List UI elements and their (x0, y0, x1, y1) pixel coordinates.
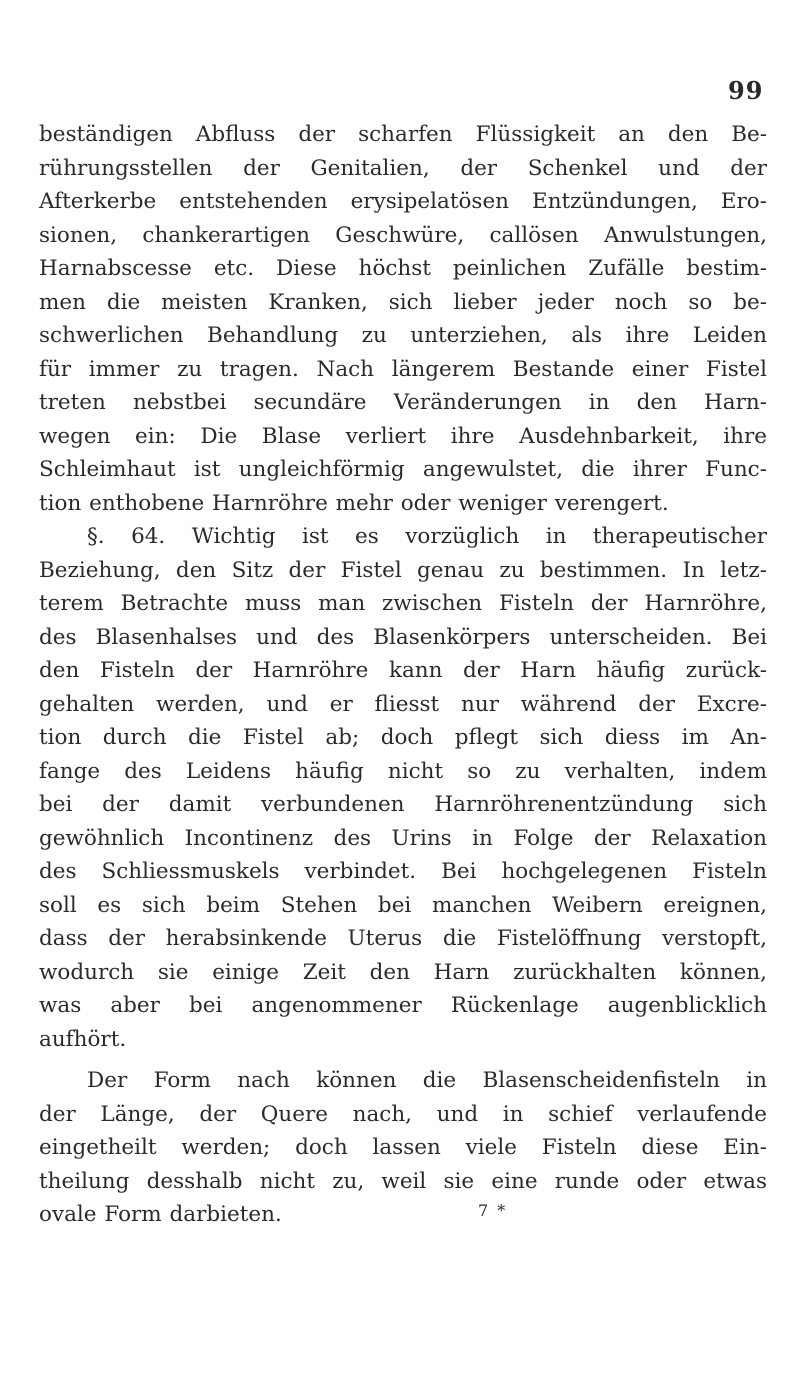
text-line: tion durch die Fistel ab; doch pflegt sich diess im An- (39, 725, 767, 750)
text-line: was aber bei angenommener Rückenlage augenblicklich (39, 993, 767, 1018)
text-line: Afterkerbe entstehenden erysipelatösen Entzündungen, Ero- (39, 189, 767, 214)
text-line: men die meisten Kranken, sich lieber jeder noch so be- (39, 289, 767, 315)
text-line: rührungsstellen der Genitalien, der Schenkel und der (39, 155, 767, 181)
text-line: wegen ein: Die Blase verliert ihre Ausdehnbarkeit, ihre (39, 423, 767, 449)
text-line: wodurch sie einige Zeit den Harn zurückhalten können, (39, 959, 767, 985)
text-line: Schleimhaut ist ungleichförmig angewulstet, die ihrer Func- (39, 457, 767, 482)
text-line: Beziehung, den Sitz der Fistel genau zu bestimmen. In letz- (39, 557, 767, 583)
paragraph-2 (39, 520, 767, 1056)
body-text (39, 118, 767, 1232)
text-line: eingetheilt werden; doch lassen viele Fisteln diese Ein- (39, 1135, 767, 1160)
text-line: aufhört. (39, 1026, 127, 1052)
text-line: tion enthobene Harnröhre mehr oder weniger verengert. (39, 490, 669, 516)
text-line: sionen, chankerartigen Geschwüre, callösen Anwulstungen, (39, 222, 767, 248)
text-line: des Blasenhalses und des Blasenkörpers unterscheiden. Bei (39, 624, 767, 650)
text-line: gehalten werden, und er fliesst nur während der Excre- (39, 691, 767, 717)
text-line: Harnabscesse etc. Diese höchst peinlichen Zufälle bestim- (39, 256, 767, 281)
text-line: theilung desshalb nicht zu, weil sie eine runde oder etwas (39, 1168, 767, 1194)
text-line: fange des Leidens häufig nicht so zu verhalten, indem (39, 758, 767, 784)
text-line: für immer zu tragen. Nach längerem Bestande einer Fistel (39, 356, 767, 382)
text-line: gewöhnlich Incontinenz des Urins in Folge der Relaxation (39, 825, 767, 851)
signature-mark: 7 * (478, 1201, 508, 1220)
text-line: Der Form nach können die Blasenscheidenfisteln in (87, 1068, 767, 1093)
paragraph-1 (39, 118, 767, 520)
text-line: der Länge, der Quere nach, und in schief verlaufende (39, 1101, 767, 1127)
text-line: soll es sich beim Stehen bei manchen Weibern ereignen, (39, 892, 767, 918)
text-line: schwerlichen Behandlung zu unterziehen, als ihre Leiden (39, 323, 767, 348)
text-line: ovale Form darbieten. (39, 1202, 282, 1227)
page-number: 99 (728, 76, 764, 105)
text-line: bei der damit verbundenen Harnröhrenentzündung sich (39, 792, 767, 817)
text-line: den Fisteln der Harnröhre kann der Harn häufig zurück- (39, 658, 767, 683)
text-line: terem Betrachte muss man zwischen Fisteln der Harnröhre, (39, 591, 767, 616)
text-line: §. 64. Wichtig ist es vorzüglich in therapeutischer (87, 524, 767, 549)
text-line: treten nebstbei secundäre Veränderungen in den Harn- (39, 390, 767, 415)
text-line: dass der herabsinkende Uterus die Fistelöffnung verstopft, (39, 926, 767, 951)
text-line: des Schliessmuskels verbindet. Bei hochgelegenen Fisteln (39, 859, 767, 884)
text-line: beständigen Abfluss der scharfen Flüssigkeit an den Be- (39, 122, 767, 147)
paragraph-3 (39, 1064, 767, 1232)
